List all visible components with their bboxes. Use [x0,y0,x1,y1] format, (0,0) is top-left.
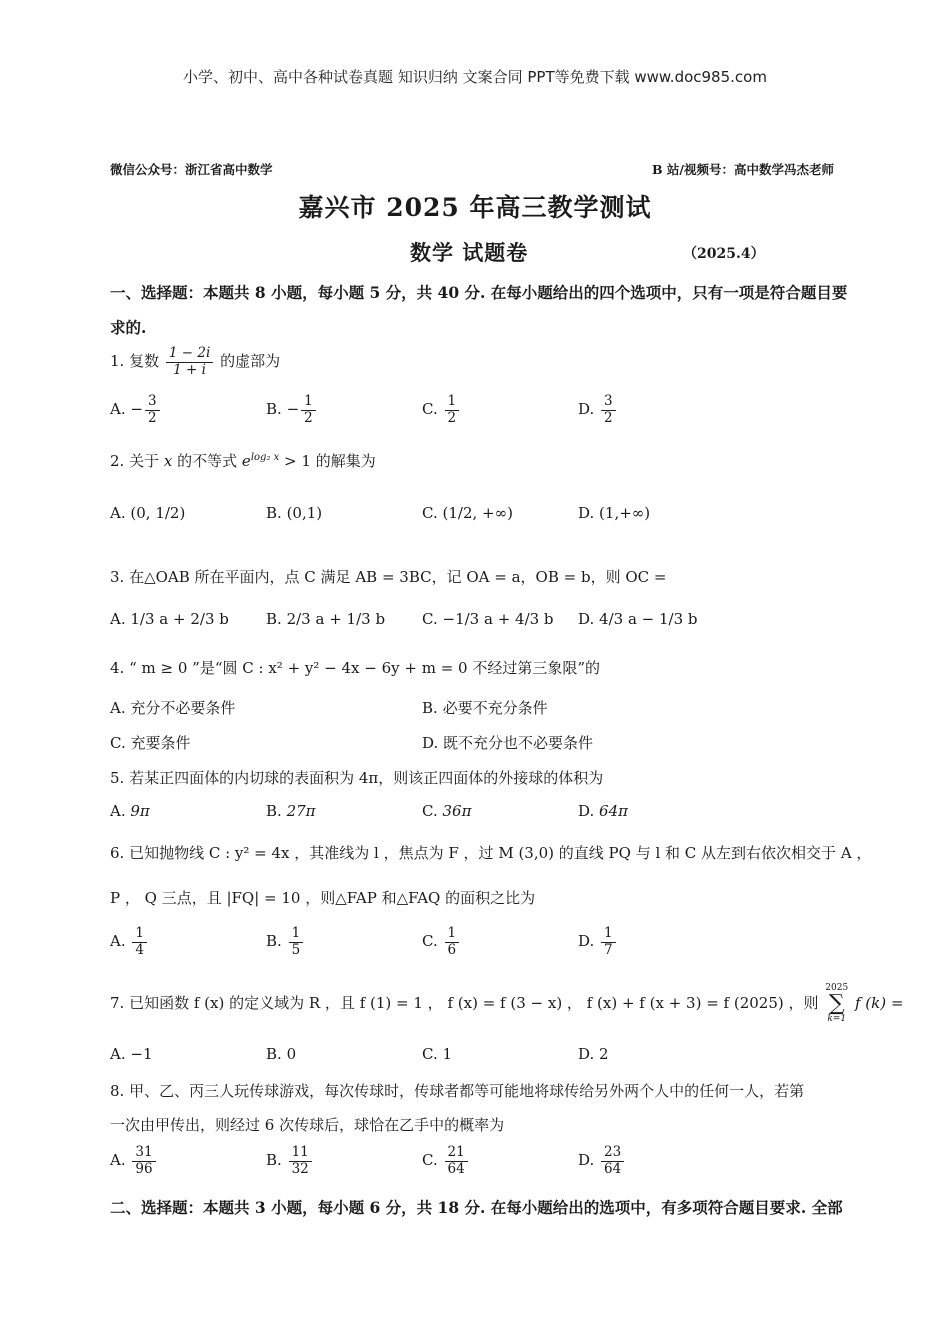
option-text: (0, 1/2) [130,504,186,522]
option-label: A. [110,400,126,419]
q2-option-a[interactable] [110,504,185,522]
question-6-cont: P ， Q 三点，且 |FQ| = 10 ，则△FAP 和△FAQ 的面积之比为 [110,889,536,907]
option-label: D. [578,802,595,820]
option-sign: − [130,400,143,419]
q7-sum-tail: f (k) = [854,994,904,1012]
q3-option-c[interactable] [422,610,554,628]
option-label: A. [110,504,126,522]
option-label: D. [578,400,595,419]
q8-option-c[interactable] [422,1145,470,1177]
numerator: 21 [445,1145,468,1162]
denominator: 6 [447,941,457,958]
option-label: B. [266,610,282,628]
option-text: −1/3 a + 4/3 b [442,610,554,628]
option-text: 既不充分也不必要条件 [443,734,594,752]
numerator: 31 [132,1145,155,1162]
question-8-cont: 一次由甲传出，则经过 6 次传球后，球恰在乙手中的概率为 [110,1116,505,1134]
option-text: 36π [442,802,472,820]
option-label: B. [266,1045,282,1063]
option-text: 2 [599,1045,609,1063]
option-fraction [445,926,460,958]
denominator: 64 [447,1160,465,1177]
q1-numerator: 1 − 2i [166,346,213,363]
q6-option-c[interactable] [422,926,461,958]
option-text: −1 [130,1045,153,1063]
option-label: B. [266,1151,282,1170]
option-label: B. [266,400,282,419]
section2-instructions: 二、选择题：本题共 3 小题，每小题 6 分，共 18 分. 在每小题给出的选项中，有多项符合题目要求. 全部 [110,1198,843,1217]
q7-option-b[interactable] [266,1045,296,1063]
option-label: C. [422,610,438,628]
q1-option-a[interactable] [110,394,162,426]
sum-upper-bound: 2025 [825,983,849,993]
q2-inequality: > 1 [279,452,311,470]
option-fraction [301,394,316,426]
question-5: 5. 若某正四面体的内切球的表面积为 4π，则该正四面体的外接球的体积为 [110,769,604,787]
q1-option-b[interactable] [266,394,318,426]
q5-option-b[interactable] [266,802,316,820]
denominator: 2 [447,409,457,426]
numerator: 11 [289,1145,312,1162]
option-label: B. [266,504,282,522]
option-text: 1/3 a + 2/3 b [130,610,229,628]
option-text: (1/2, +∞) [442,504,513,522]
q4-option-b[interactable] [422,697,548,718]
option-text: 27π [286,802,316,820]
bilibili-account-note: B 站/视频号：高中数学冯杰老师 [652,162,834,177]
option-label: A. [110,1045,126,1063]
option-label: A. [110,699,126,717]
option-label: C. [422,932,438,951]
denominator: 32 [291,1160,309,1177]
option-label: D. [578,932,595,951]
option-text: 0 [286,1045,297,1063]
option-label: A. [110,802,126,820]
q4-option-c[interactable] [110,732,191,753]
section1-instructions-cont: 求的. [110,318,147,337]
option-fraction [145,394,160,426]
option-label: C. [422,1045,438,1063]
denominator: 2 [604,409,613,426]
q3-option-b[interactable] [266,610,385,628]
q2-variable: x [163,452,173,470]
question-2 [110,450,376,471]
q1-option-d[interactable] [578,394,618,426]
q7-option-d[interactable] [578,1045,609,1063]
option-label: B. [266,802,282,820]
option-label: C. [422,504,438,522]
option-fraction [445,1145,468,1177]
option-label: A. [110,610,126,628]
option-text: 2/3 a + 1/3 b [286,610,386,628]
option-text: 1 [442,1045,453,1063]
exam-subtitle: 数学 试题卷 [410,240,529,265]
option-text: 9π [130,802,150,820]
q8-option-d[interactable] [578,1145,626,1177]
numerator: 1 [289,926,304,943]
option-text: 充分不必要条件 [130,699,236,717]
q5-option-a[interactable] [110,802,150,820]
denominator: 2 [304,409,313,426]
option-label: A. [110,932,126,951]
summation-symbol [825,984,848,1024]
option-label: A. [110,1151,126,1170]
option-text: 4/3 a − 1/3 b [599,610,698,628]
option-fraction [601,1145,624,1177]
q2-text-pre: 2. 关于 [110,452,160,470]
option-label: D. [422,734,439,752]
q3-option-d[interactable] [578,610,698,628]
option-label: C. [422,802,438,820]
option-label: D. [578,610,595,628]
question-7 [110,984,903,1024]
q1-number: 1. [110,352,125,371]
option-label: D. [578,1045,595,1063]
q2-option-b[interactable] [266,504,322,522]
numerator: 1 [445,926,460,943]
q1-denominator: 1 + i [173,361,206,378]
q1-pre: 复数 [129,352,160,371]
numerator: 1 [301,394,316,411]
q1-post: 的虚部为 [220,352,281,371]
option-text: 充要条件 [130,734,191,752]
q1-option-c[interactable] [422,394,461,426]
q2-option-c[interactable] [422,504,513,522]
exam-date: （2025.4） [683,246,765,262]
q2-option-d[interactable] [578,504,650,522]
option-label: C. [110,734,126,752]
option-fraction [601,394,616,426]
option-fraction [132,1145,155,1177]
option-text: 64π [599,802,628,820]
numerator: 1 [601,926,616,943]
question-4: 4. “ m ≥ 0 ”是“圆 C : x² + y² − 4x − 6y + m = 0 不经过第三象限”的 [110,659,601,677]
option-label: C. [422,400,438,419]
option-text: (1,+∞) [599,504,651,522]
question-3: 3. 在△OAB 所在平面内，点 C 满足 AB = 3BC，记 OA = a，OB = b，则 OC = [110,568,667,586]
q7-option-c[interactable] [422,1045,452,1063]
numerator: 1 [132,926,147,943]
q7-text: 7. 已知函数 f (x) 的定义域为 R ，且 f (1) = 1 ， f (x) = f (3 − x) ， f (x) + f (x + 3) = f (2025) ，则 [110,994,819,1012]
q6-option-d[interactable] [578,926,618,958]
question-1 [110,346,280,378]
question-6: 6. 已知抛物线 C : y² = 4x ，其准线为 l ，焦点为 F ，过 M (3,0) 的直线 PQ 与 l 和 C 从左到右依次相交于 A ， [110,844,872,862]
option-fraction [132,926,147,958]
denominator: 2 [147,409,157,426]
numerator: 1 [445,394,460,411]
option-text: (0,1) [286,504,323,522]
sigma-icon: ∑ [828,991,845,1016]
q2-text-post: 的解集为 [315,452,376,470]
option-sign: − [286,400,300,419]
wechat-account-note: 微信公众号：浙江省高中数学 [110,162,273,177]
exam-title: 嘉兴市 2025 年高三教学测试 [298,193,652,222]
q3-option-a[interactable] [110,610,229,628]
q6-option-a[interactable] [110,926,149,958]
q2-expression: e [241,452,251,470]
denominator: 5 [291,941,301,958]
option-fraction [289,1145,312,1177]
option-fraction [601,926,616,958]
q4-option-d[interactable] [422,732,593,753]
site-banner: 小学、初中、高中各种试卷真题 知识归纳 文案合同 PPT等免费下载 www.doc985.com [183,68,767,86]
q6-option-b[interactable] [266,926,305,958]
q2-text-mid: 的不等式 [177,452,238,470]
option-label: B. [266,932,282,951]
q8-option-a[interactable] [110,1145,158,1177]
sum-lower-bound: k=1 [827,1014,847,1024]
option-fraction [445,394,460,426]
option-fraction [289,926,304,958]
q8-option-b[interactable] [266,1145,314,1177]
question-8: 8. 甲、乙、丙三人玩传球游戏，每次传球时，传球者都等可能地将球传给另外两个人中的任何一人，若第 [110,1082,805,1100]
q1-fraction [166,346,213,378]
denominator: 7 [604,941,613,958]
option-label: D. [578,1151,595,1170]
q5-option-d[interactable] [578,802,628,820]
q2-exponent: log₂ x [250,452,280,463]
numerator: 3 [601,394,616,411]
q7-option-a[interactable] [110,1045,153,1063]
option-label: B. [422,699,438,717]
option-label: D. [578,504,595,522]
denominator: 96 [135,1160,153,1177]
section1-instructions: 一、选择题：本题共 8 小题，每小题 5 分，共 40 分. 在每小题给出的四个选项中，只有一项是符合题目要 [110,283,848,302]
denominator: 64 [604,1160,622,1177]
option-text: 必要不充分条件 [442,699,548,717]
denominator: 4 [135,941,144,958]
numerator: 3 [145,394,160,411]
q5-option-c[interactable] [422,802,471,820]
q4-option-a[interactable] [110,697,235,718]
option-label: C. [422,1151,438,1170]
numerator: 23 [601,1145,624,1162]
